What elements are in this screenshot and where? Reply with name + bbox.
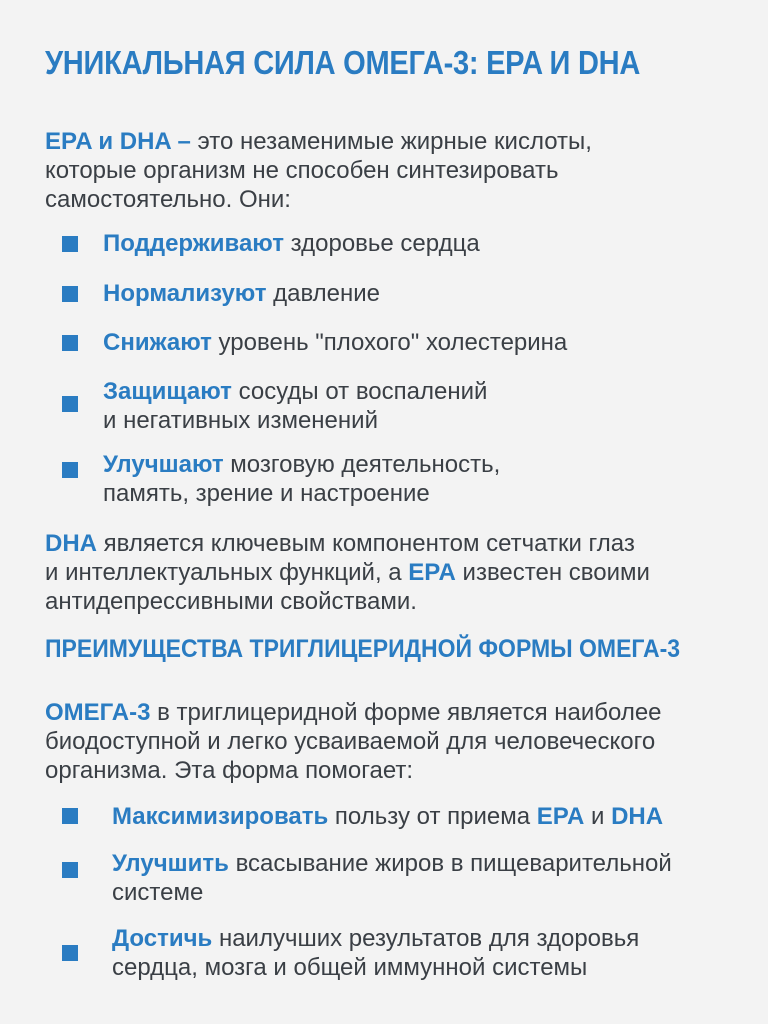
intro-line2: которые организм не способен синтезировать bbox=[45, 157, 559, 184]
omega-line1: в триглицеридной форме является наиболее bbox=[150, 699, 662, 726]
square-bullet-icon bbox=[62, 862, 78, 878]
list2-item-text: наилучших результатов для здоровья bbox=[212, 925, 640, 952]
square-bullet-icon bbox=[62, 945, 78, 961]
square-bullet-icon bbox=[62, 808, 78, 824]
list1-item-text: мозговую деятельность, bbox=[223, 451, 501, 478]
omega-term: ОМЕГА-3 bbox=[45, 699, 151, 726]
list1-item-cholesterol bbox=[103, 328, 567, 357]
list1-item-text: уровень "плохого" холестерина bbox=[211, 329, 568, 356]
intro-paragraph bbox=[45, 127, 592, 214]
list1-item-pressure bbox=[103, 279, 380, 308]
list2-item-bold: Улучшить bbox=[112, 850, 229, 877]
dha-line3: антидепрессивными свойствами. bbox=[45, 588, 417, 615]
square-bullet-icon bbox=[62, 462, 78, 478]
list1-item-bold: Снижают bbox=[103, 329, 212, 356]
list2-item-maximize bbox=[112, 802, 663, 831]
omega-line3: организма. Эта форма помогает: bbox=[45, 757, 414, 784]
omega-paragraph bbox=[45, 698, 662, 785]
dha-line1: является ключевым компонентом сетчатки глаз bbox=[97, 530, 635, 557]
dha-line2b: известен своими bbox=[455, 559, 650, 586]
list2-item-text: пользу от приема bbox=[328, 803, 537, 830]
list2-item-text: всасывание жиров в пищеварительной bbox=[228, 850, 672, 877]
list1-item-bold: Нормализуют bbox=[103, 280, 267, 307]
list1-item-text: здоровье сердца bbox=[283, 230, 480, 257]
list1-item-vessels bbox=[103, 377, 487, 435]
list2-item-absorption bbox=[112, 849, 672, 907]
list1-item-line2: память, зрение и настроение bbox=[103, 480, 430, 507]
epa-term: EPA bbox=[408, 559, 456, 586]
section-heading: ПРЕИМУЩЕСТВА ТРИГЛИЦЕРИДНОЙ ФОРМЫ ОМЕГА-3 bbox=[45, 635, 681, 663]
list1-item-bold: Защищают bbox=[103, 378, 232, 405]
square-bullet-icon bbox=[62, 335, 78, 351]
dha-term: DHA bbox=[611, 803, 664, 830]
list2-item-results bbox=[112, 924, 639, 982]
dha-line2a: и интеллектуальных функций, а bbox=[45, 559, 409, 586]
list1-item-brain bbox=[103, 450, 500, 508]
list2-item-bold: Достичь bbox=[112, 925, 213, 952]
list2-item-and: и bbox=[584, 803, 612, 830]
square-bullet-icon bbox=[62, 286, 78, 302]
page-title: УНИКАЛЬНАЯ СИЛА ОМЕГА-3: EPA И DHA bbox=[45, 44, 641, 81]
list1-item-text: сосуды от воспалений bbox=[231, 378, 488, 405]
list1-item-bold: Улучшают bbox=[103, 451, 224, 478]
intro-line3: самостоятельно. Они: bbox=[45, 186, 291, 213]
intro-line1: это незаменимые жирные кислоты, bbox=[190, 128, 592, 155]
list2-item-line2: сердца, мозга и общей иммунной системы bbox=[112, 954, 588, 981]
intro-lead: EPA и DHA – bbox=[45, 128, 191, 155]
square-bullet-icon bbox=[62, 236, 78, 252]
square-bullet-icon bbox=[62, 396, 78, 412]
dha-term: DHA bbox=[45, 530, 97, 557]
list1-item-text: давление bbox=[266, 280, 381, 307]
epa-term: EPA bbox=[536, 803, 585, 830]
dha-paragraph bbox=[45, 529, 650, 616]
omega-line2: биодоступной и легко усваиваемой для человеческого bbox=[45, 728, 656, 755]
list2-item-line2: системе bbox=[112, 879, 204, 906]
list1-item-line2: и негативных изменений bbox=[103, 407, 378, 434]
list2-item-bold: Максимизировать bbox=[112, 803, 329, 830]
list1-item-bold: Поддерживают bbox=[103, 230, 284, 257]
list1-item-heart bbox=[103, 229, 480, 258]
